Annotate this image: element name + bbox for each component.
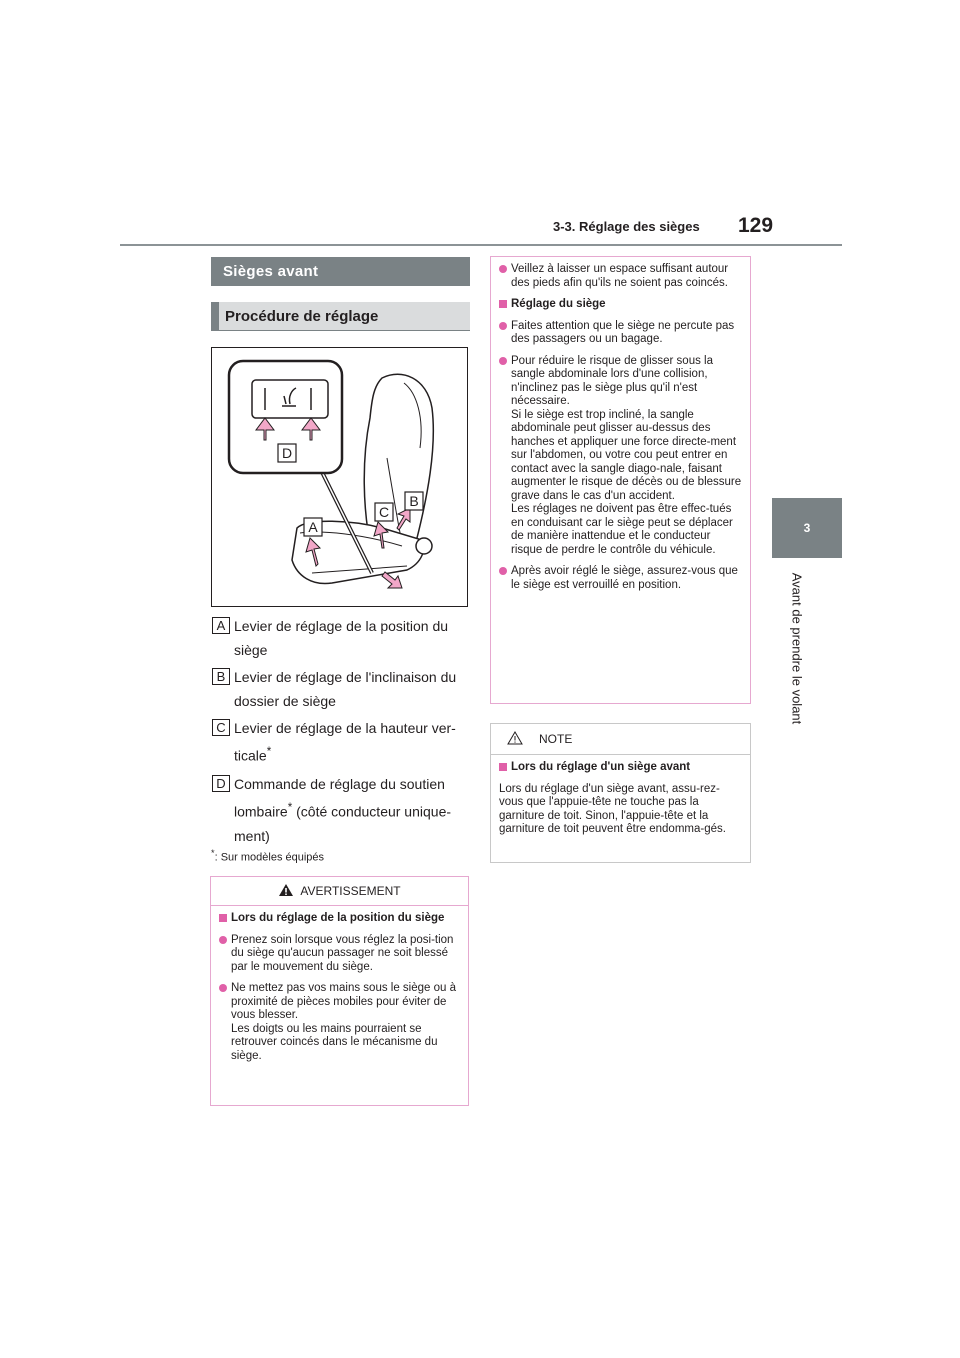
square-bullet-icon — [499, 300, 507, 308]
warning-heading-text: Réglage du siège — [511, 298, 606, 310]
warning-bullet — [499, 355, 742, 558]
warning-heading-text: Lors du réglage de la position du siège — [231, 912, 445, 924]
warning-bullet — [219, 982, 460, 1063]
bullet-icon — [499, 265, 507, 273]
callout-text-part: Levier de réglage de la hauteur ver-ticale — [234, 720, 456, 764]
callout-text — [234, 716, 470, 768]
bullet-icon — [219, 984, 227, 992]
bullet-icon — [219, 936, 227, 944]
footnote — [211, 848, 324, 864]
chapter-title-text: Avant de prendre le volant — [789, 572, 805, 725]
chapter-number: 3 — [803, 521, 811, 535]
warning-heading — [499, 298, 742, 312]
figure-label-b: B — [409, 493, 419, 509]
note-heading — [499, 761, 742, 775]
footnote-mark: * — [266, 745, 272, 758]
warning-bullet-text: Prenez soin lorsque vous réglez la posi-tion du siège qu'aucun passager ne soit blessé par le mouvement du siège. — [231, 933, 454, 973]
square-bullet-icon — [499, 763, 507, 771]
warning-bullet-text: Veillez à laisser un espace suffisant autour des pieds afin qu'ils ne soient pas coincés. — [511, 263, 729, 289]
seat-illustration — [212, 348, 467, 606]
note-body: Lors du réglage d'un siège avant, assu-rez-vous que l'appuie-tête ne touche pas la garniture de toit. Sinon, l'appuie-tête et la garniture de toit peuvent être endomma-gés. — [499, 782, 726, 835]
callout-letter: B — [212, 668, 230, 685]
note-title: NOTE — [539, 732, 573, 746]
figure-label-c: C — [378, 504, 390, 520]
warning-icon — [278, 883, 294, 897]
note-heading-text: Lors du réglage d'un siège avant — [511, 761, 691, 773]
warning-box — [210, 876, 469, 1106]
warning-continued-box — [490, 256, 751, 704]
warning-bullet — [499, 263, 742, 290]
warning-bullet-text: Faites attention que le siège ne percute pas des passagers ou un bagage. — [511, 319, 735, 345]
callout-d — [212, 772, 470, 848]
bullet-icon — [499, 322, 507, 330]
section-title: Sièges avant — [211, 257, 470, 286]
subsection-title: Procédure de réglage — [211, 302, 470, 331]
bullet-icon — [499, 567, 507, 575]
callout-letter: A — [212, 617, 230, 634]
note-header — [491, 724, 750, 755]
footnote-text: : Sur modèles équipés — [214, 851, 325, 864]
warning-bullet — [219, 934, 460, 975]
seat-figure — [211, 347, 468, 607]
page-number: 129 — [738, 214, 774, 237]
chapter-side-title — [784, 566, 804, 732]
callout-c — [212, 716, 470, 768]
chapter-tab — [772, 498, 842, 558]
note-box — [490, 723, 751, 863]
warning-bullet — [499, 565, 742, 592]
section-header: 3-3. Réglage des sièges — [553, 219, 700, 234]
figure-label-a: A — [308, 519, 318, 535]
callout-b — [212, 665, 470, 713]
callout-text: Levier de réglage de l'inclinaison du dossier de siège — [234, 669, 457, 709]
callout-text: Levier de réglage de la position du siège — [234, 618, 449, 658]
square-bullet-icon — [219, 914, 227, 922]
warning-heading — [219, 912, 460, 926]
callout-text-part: (côté conducteur unique-ment) — [234, 803, 452, 844]
figure-label-d: D — [281, 445, 293, 461]
warning-bullet-text: Après avoir réglé le siège, assurez-vous que le siège est verrouillé en position. — [511, 565, 738, 591]
warning-bullet-text: Pour réduire le risque de glisser sous la sangle abdominale lors d'une collision, n'inclinez pas le siège plus qu'il n'est nécessaire. Si le siège est trop incliné, la sangle abdominale peut glisser au-dessus des hanches et appliquer une force directe-ment sur l'abdomen, ou votre cou peut entrer en contact avec la sangle diago-nale, faisant augmenter le risque de décès ou de blessure grave dans le cas d'un accident. Les réglages ne doivent pas être effec-tués en conduisant car le siège peut se déplacer de manière inattendue et le conducteur risque de perdre le contrôle du véhicule. — [511, 354, 742, 556]
footnote-mark: * — [287, 801, 293, 814]
header-rule — [120, 244, 842, 246]
callout-a — [212, 614, 470, 662]
callout-letter: C — [212, 719, 230, 736]
callout-letter: D — [212, 775, 230, 792]
footnote-mark: * — [211, 848, 215, 858]
callout-text — [234, 772, 470, 848]
warning-bullet — [499, 320, 742, 347]
caution-outline-icon — [507, 731, 523, 745]
bullet-icon — [499, 357, 507, 365]
warning-title: AVERTISSEMENT — [300, 884, 401, 898]
callout-text-part: Commande de réglage du soutien lombaire — [234, 776, 445, 820]
warning-header — [211, 877, 468, 906]
warning-bullet-text: Ne mettez pas vos mains sous le siège ou à proximité de pièces mobiles pour éviter de vous blesser. Les doigts ou les mains pourraient se retrouver coincés dans le mécanisme du siège. — [231, 982, 457, 1062]
